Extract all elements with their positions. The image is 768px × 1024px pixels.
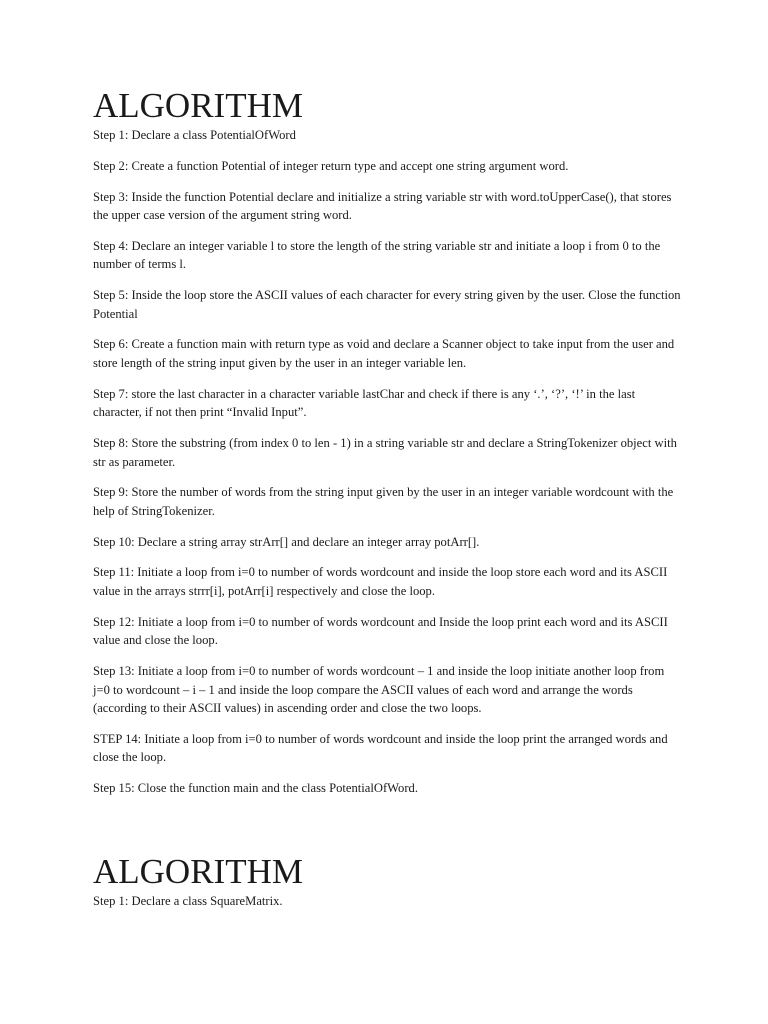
step-8: Step 8: Store the substring (from index 0 to len - 1) in a string variable str and declare a StringTokenizer object with str as parameter.: [93, 436, 677, 469]
step-7: Step 7: store the last character in a character variable lastChar and check if there is any ‘.’, ‘?’, ‘!’ in the last character, if not then print “Invalid Input”.: [93, 386, 636, 420]
step-3: Step 3: Inside the function Potential declare and initialize a string variable str with word.toUpperCase(), that stores the upper case version of the argument string word.: [93, 189, 672, 223]
section-heading: ALGORITHM: [93, 852, 303, 891]
algorithm-section-2: [93, 852, 683, 923]
step-12: Step 12: Initiate a loop from i=0 to number of words wordcount and Inside the loop print each word and its ASCII value and close the loop.: [93, 614, 668, 648]
step-11: Step 11: Initiate a loop from i=0 to number of words wordcount and inside the loop store each word and its ASCII value in the arrays strrr[i], potArr[i] respectively and close the loop.: [93, 565, 668, 598]
step-4: Step 4: Declare an integer variable l to store the length of the string variable str and initiate a loop i from 0 to the number of terms l.: [93, 238, 661, 272]
step-13: Step 13: Initiate a loop from i=0 to number of words wordcount – 1 and inside the loop initiate another loop from j=0 to wordcount – i – 1 and inside the loop compare the ASCII values of each word and arrange the words (according to their ASCII values) in ascending order and close the two loops.: [93, 664, 665, 716]
step-15: Step 15: Close the function main and the class PotentialOfWord.: [93, 781, 418, 796]
step-5: Step 5: Inside the loop store the ASCII values of each character for every string given by the user. Close the function Potential: [93, 288, 681, 321]
algorithm-section-1: [93, 86, 683, 810]
step-1: Step 1: Declare a class PotentialOfWord: [93, 128, 296, 142]
step-6: Step 6: Create a function main with return type as void and declare a Scanner object to take input from the user and store length of the string input given by the user in an integer variable len.: [93, 337, 675, 370]
section-heading: ALGORITHM: [93, 86, 303, 125]
step-2: Step 2: Create a function Potential of integer return type and accept one string argument word.: [93, 158, 569, 173]
step-9: Step 9: Store the number of words from the string input given by the user in an integer variable wordcount with the help of StringTokenizer.: [93, 485, 674, 518]
step-10: Step 10: Declare a string array strArr[] and declare an integer array potArr[].: [93, 534, 480, 549]
step-1: Step 1: Declare a class SquareMatrix.: [93, 894, 283, 908]
step-14: STEP 14: Initiate a loop from i=0 to number of words wordcount and inside the loop print the arranged words and close the loop.: [93, 731, 668, 765]
